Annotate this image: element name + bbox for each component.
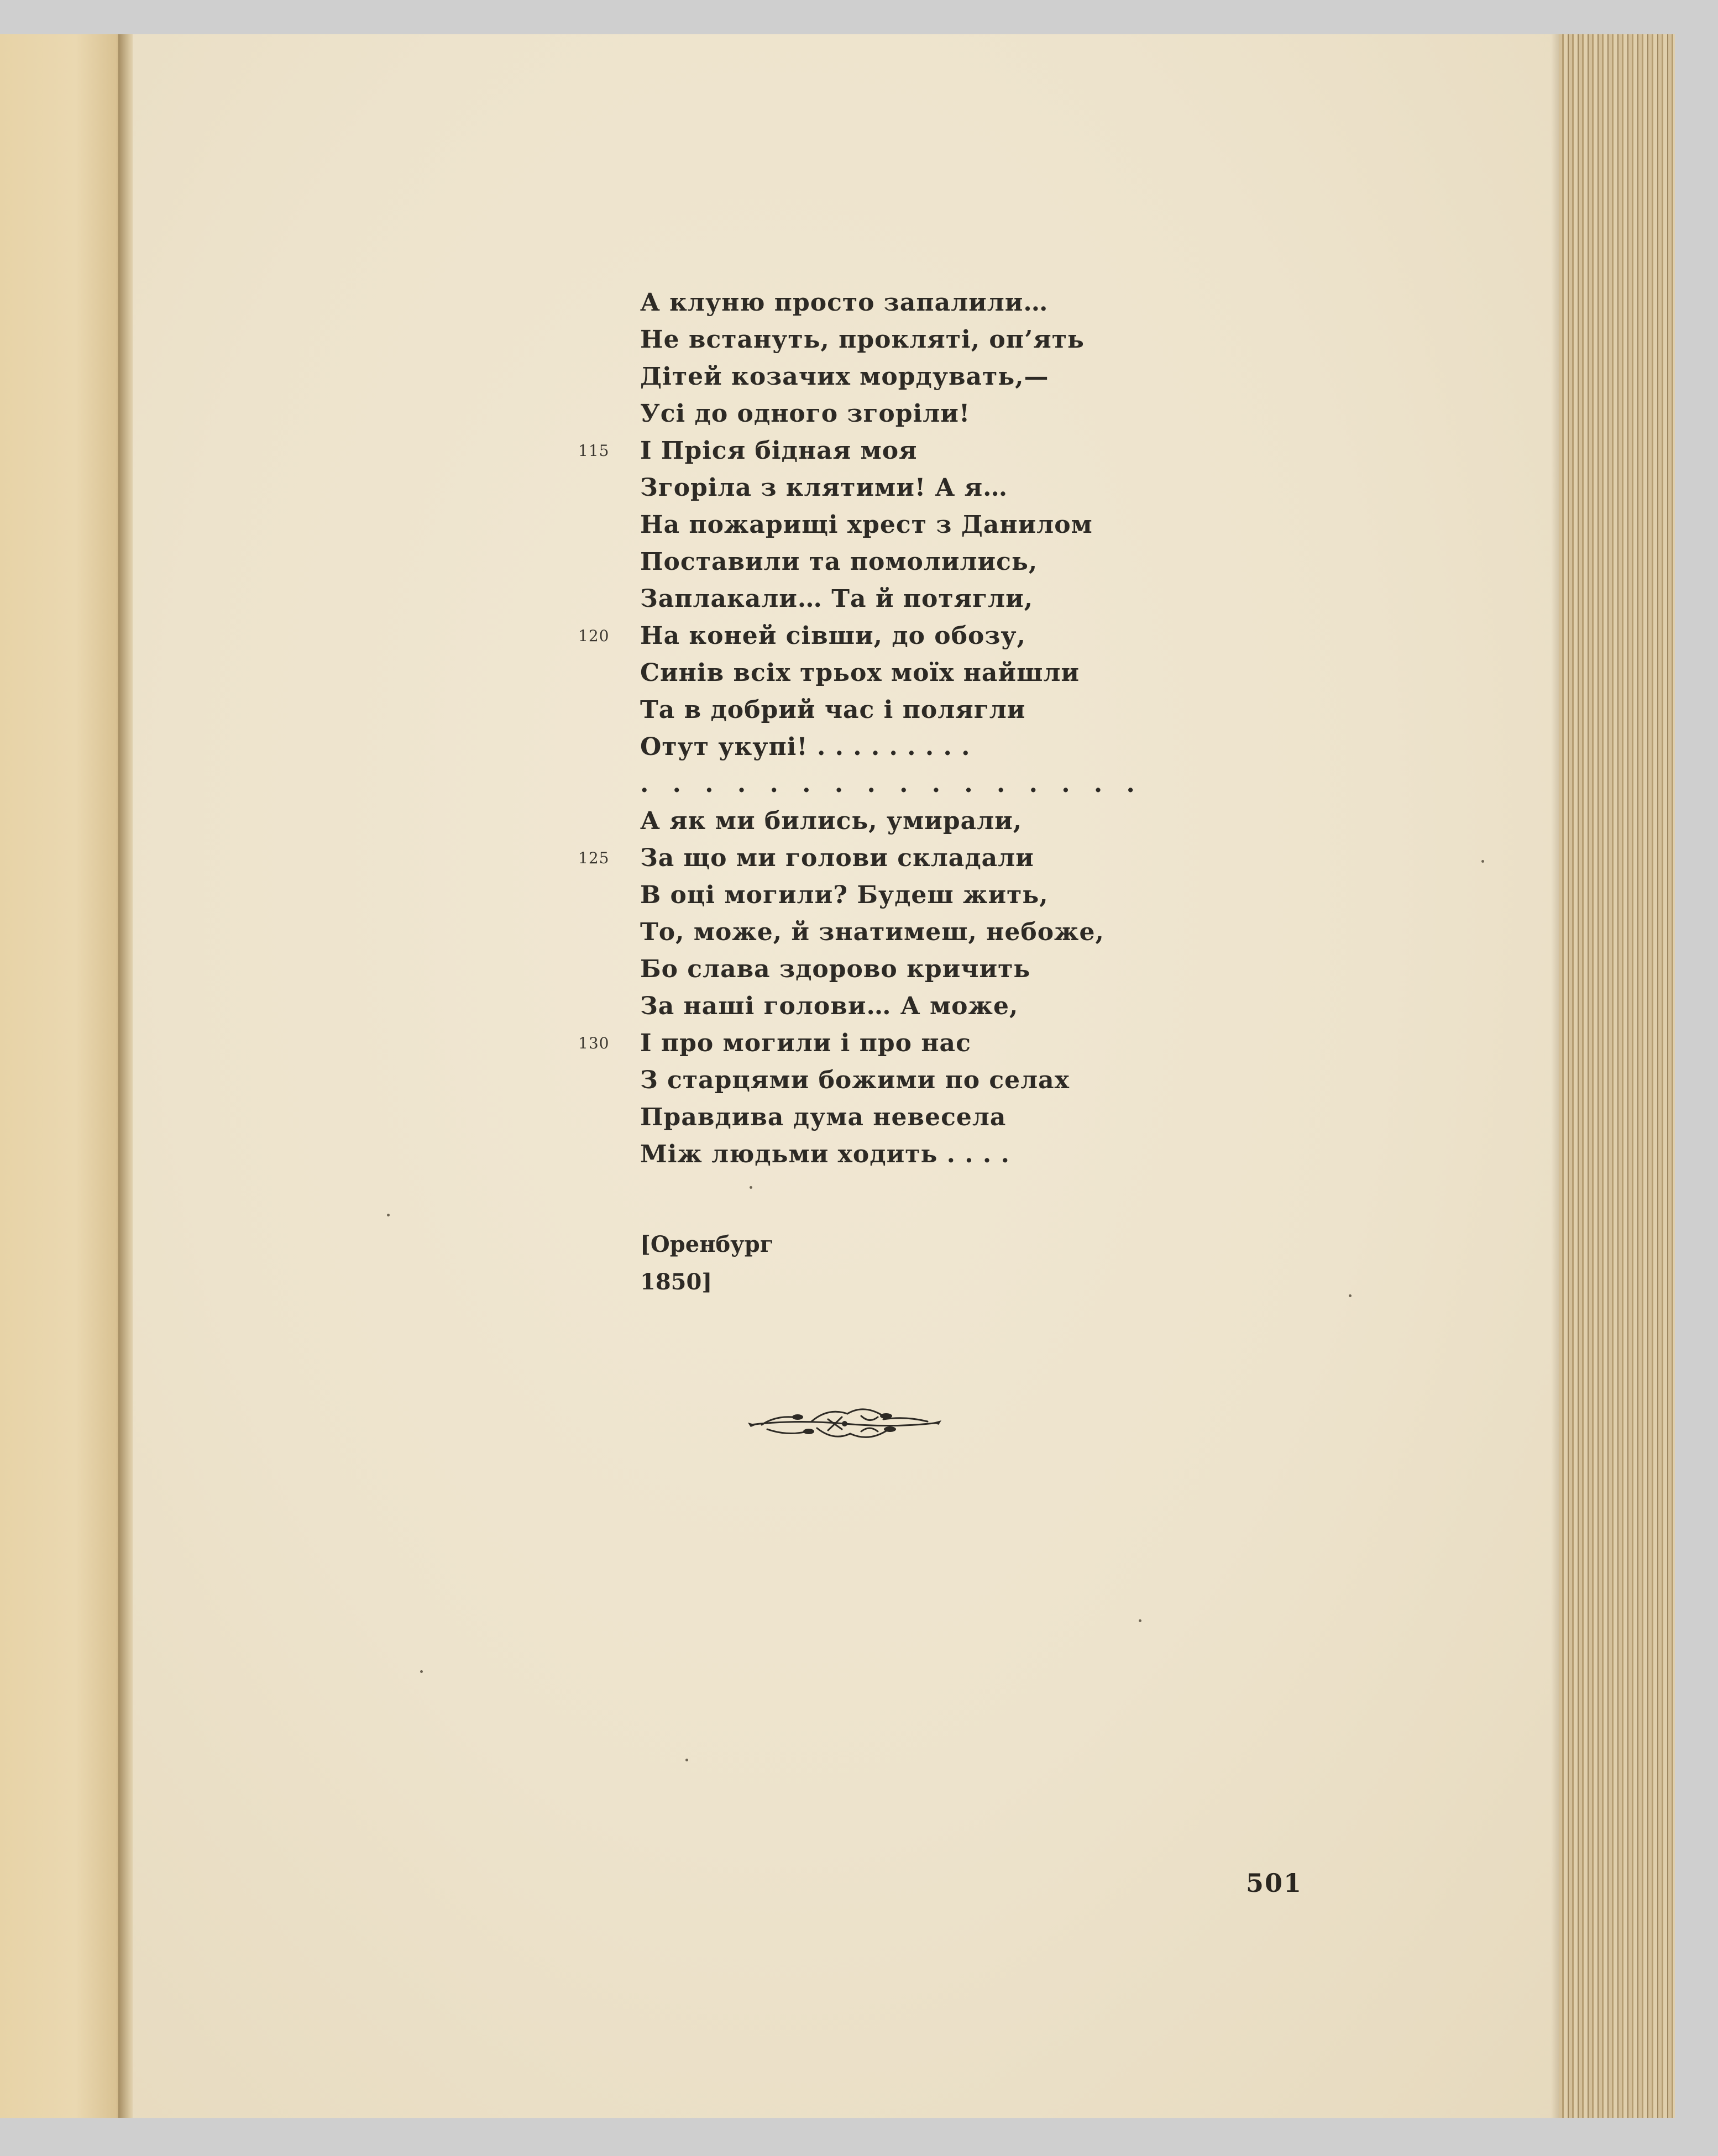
poem-line (640, 321, 1143, 358)
poem-line (640, 395, 1143, 432)
poem-line (640, 358, 1143, 395)
poem-line (578, 617, 1143, 654)
paper-speck (387, 1214, 390, 1216)
poem-line-text: . . . . . . . . . . . . . . . . (640, 770, 1143, 798)
paper-speck (685, 1759, 688, 1761)
poem-line-text: В оці могили? Будеш жить, (640, 881, 1049, 909)
poem-line (578, 1025, 1143, 1062)
poem-line-text: За що ми голови складали (640, 844, 1034, 872)
poem-line (640, 506, 1143, 543)
poem-line (578, 432, 1143, 469)
poem-line-text: Та в добрий час і полягли (640, 696, 1026, 724)
page-stack-edges (1559, 34, 1675, 2118)
poem-line-text: Поставили та помолились, (640, 548, 1038, 576)
poem-line (640, 877, 1143, 914)
paper-speck (420, 1670, 423, 1673)
poem-line-text: То, може, й знатимеш, небоже, (640, 918, 1104, 946)
poem-line-text: Усі до одного згоріли! (640, 400, 971, 428)
poem-line (640, 580, 1143, 617)
poem-line-text: Синів всіх трьох моїх найшли (640, 659, 1080, 687)
poem-line (640, 951, 1143, 988)
poem-line (640, 543, 1143, 580)
poem-line-text: Між людьми ходить . . . . (640, 1140, 1010, 1168)
poem-line (640, 728, 1143, 765)
poem-line-text: І про могили і про нас (640, 1029, 971, 1057)
line-number: 115 (578, 442, 610, 460)
poem-line-text: З старцями божими по селах (640, 1066, 1070, 1094)
poem-line-text: І Пріся бідная моя (640, 437, 918, 465)
poem-line-text: Згоріла з клятими! А я… (640, 474, 1008, 502)
poem-line-text: А як ми бились, умирали, (640, 807, 1023, 835)
floral-ornament-icon (745, 1397, 944, 1447)
poem-line-text: На пожарищі хрест з Данилом (640, 511, 1093, 539)
book-scan (0, 34, 1675, 2118)
poem-line (640, 284, 1143, 321)
ellipsis-line (640, 765, 1143, 802)
poem-line (640, 914, 1143, 951)
left-page-edge (0, 34, 126, 2118)
poem-line (578, 840, 1143, 877)
line-number: 120 (578, 627, 610, 645)
poem-line-text: Отут укупі! . . . . . . . . . (640, 733, 971, 761)
paper-speck (1481, 860, 1484, 863)
poem-line-text: Дітей козачих мордувать,— (640, 363, 1049, 391)
paper-speck (1139, 1619, 1141, 1622)
signature-year: 1850] (640, 1269, 713, 1295)
poem-line (640, 1062, 1143, 1099)
poem-line-text: Бо слава здорово кричить (640, 955, 1031, 983)
paper-speck (1349, 1294, 1352, 1297)
poem-line-text: За наші голови… А може, (640, 992, 1019, 1020)
poem-line (640, 691, 1143, 728)
poem-text (578, 284, 1143, 1173)
line-number: 130 (578, 1034, 610, 1052)
page-number: 501 (1246, 1868, 1303, 1898)
poem-line-text: Не встануть, прокляті, оп’ять (640, 326, 1085, 354)
right-page (133, 34, 1564, 2118)
poem-line-text: На коней сівши, до обозу, (640, 622, 1026, 650)
poem-line-text: А клуню просто запалили… (640, 288, 1049, 317)
poem-line (640, 1099, 1143, 1136)
poem-line (640, 988, 1143, 1025)
signature-place: [Оренбург (640, 1231, 774, 1257)
line-number: 125 (578, 849, 610, 867)
poem-line (640, 654, 1143, 691)
paper-speck (750, 1186, 752, 1189)
poem-line-text: Заплакали… Та й потягли, (640, 585, 1034, 613)
poem-line (640, 469, 1143, 506)
poem-line-text: Правдива дума невесела (640, 1103, 1007, 1131)
poem-line (640, 802, 1143, 840)
poem-line (640, 1136, 1143, 1173)
place-date-signature (640, 1226, 773, 1301)
